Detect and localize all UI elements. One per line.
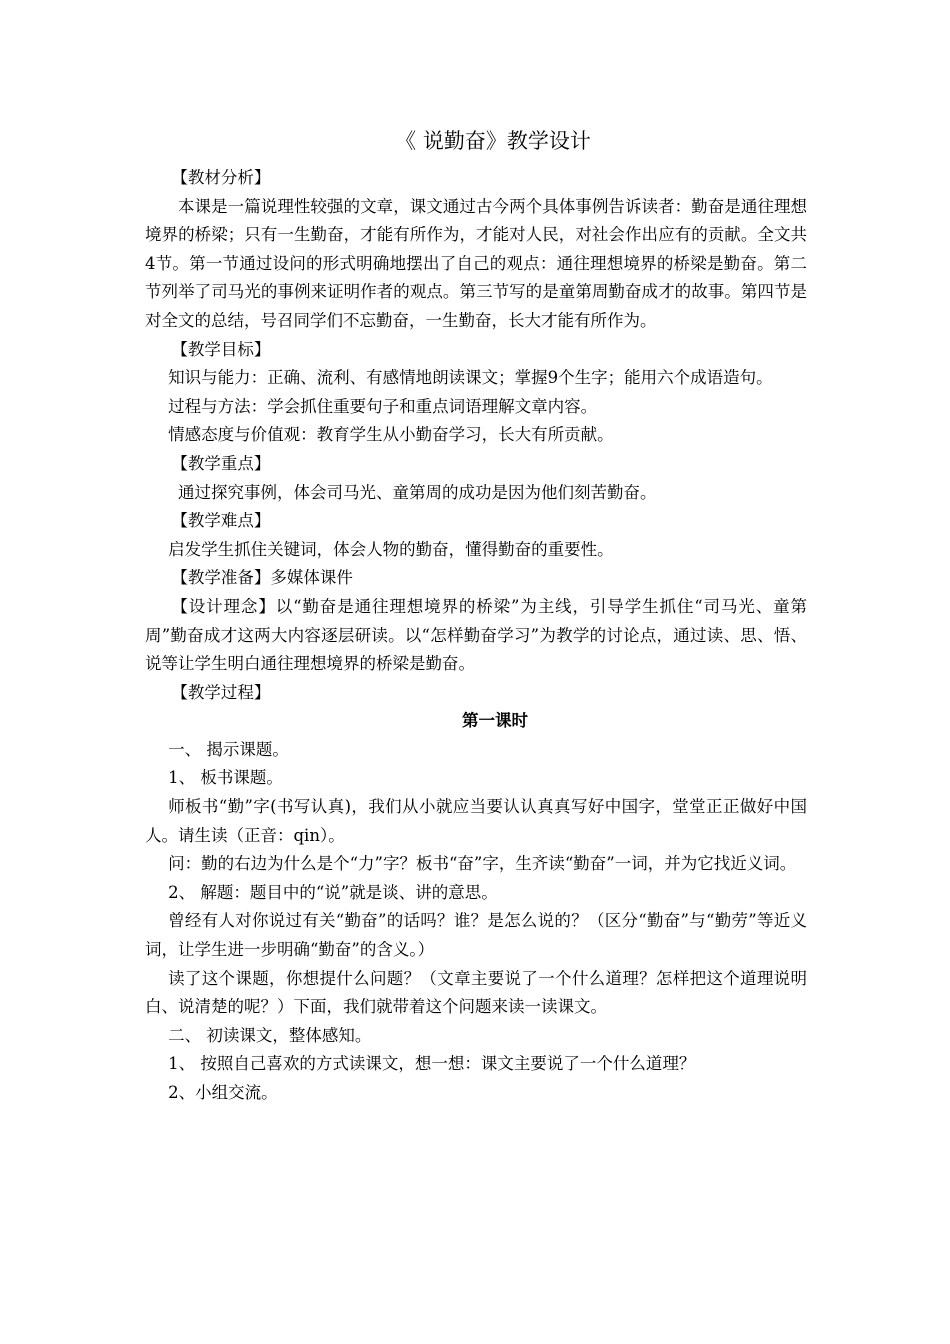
lesson-line: 曾经有人对你说过有关“勤奋”的话吗？谁？是怎么说的？（区分“勤奋”与“勤劳”等近义词，让学生进一步明确“勤奋”的含义。） xyxy=(145,911,807,960)
section-heading-key-points: 【教学重点】 xyxy=(171,453,271,473)
lesson-line: 2、 解题：题目中的“说”就是谈、讲的意思。 xyxy=(168,882,498,902)
lesson-line: 问：勤的右边为什么是个“力”字？板书“奋”字，生齐读“勤奋”一词，并为它找近义词。 xyxy=(168,854,797,874)
analysis-paragraph: 本课是一篇说理性较强的文章，课文通过古今两个具体事例告诉读者：勤奋是通往理想境界的桥梁；只有一生勤奋，才能有所作为，才能对人民，对社会作出应有的贡献。全文共4节。第一节通过设问的形式明确地摆出了自己的观点：通往理想境界的桥梁是勤奋。第二节列举了司马光的事例来证明作者的观点。第三节写的是童第周勤奋成才的故事。第四节是对全文的总结，号召同学们不忘勤奋，一生勤奋，长大才能有所作为。 xyxy=(145,196,807,330)
goal-emotion: 情感态度与价值观：教育学生从小勤奋学习，长大有所贡献。 xyxy=(168,425,614,445)
concept-paragraph: 【设计理念】以“勤奋是通往理想境界的桥梁”为主线，引导学生抓住“司马光、童第周”勤奋成才这两大内容逐层研读。以“怎样勤奋学习”为教学的讨论点，通过读、思、悟、说等让学生明白通往理想境界的桥梁是勤奋。 xyxy=(145,596,807,674)
document-title: 《 说勤奋》教学设计 xyxy=(395,129,591,153)
preparation-line: 【教学准备】多媒体课件 xyxy=(171,568,353,588)
section-heading-process: 【教学过程】 xyxy=(171,682,271,702)
lesson-line: 读了这个课题，你想提什么问题？（文章主要说了一个什么道理？怎样把这个道理说明白、说清楚的呢？）下面，我们就带着这个问题来读一读课文。 xyxy=(145,968,807,1017)
key-points-text: 通过探究事例，体会司马光、童第周的成功是因为他们刻苦勤奋。 xyxy=(178,482,657,502)
lesson-line: 2、小组交流。 xyxy=(168,1083,278,1102)
lesson-line: 1、 按照自己喜欢的方式读课文，想一想：课文主要说了一个什么道理？ xyxy=(168,1054,696,1074)
section-heading-difficulties: 【教学难点】 xyxy=(171,511,271,531)
lesson-line: 师板书“勤”字(书写认真)，我们从小就应当要认认真真写好中国字，堂堂正正做好中国人。请生读（正音：qin）。 xyxy=(145,797,807,845)
goal-process: 过程与方法：学会抓住重要句子和重点词语理解文章内容。 xyxy=(168,396,598,416)
goal-knowledge: 知识与能力：正确、流利、有感情地朗读课文；掌握9个生字；能用六个成语造句。 xyxy=(168,368,773,388)
document-body xyxy=(145,124,807,1108)
section-heading-analysis: 【教材分析】 xyxy=(171,168,271,187)
lesson-heading: 第一课时 xyxy=(462,711,528,731)
lesson-line: 1、 板书课题。 xyxy=(168,768,283,788)
lesson-line: 二、 初读课文，整体感知。 xyxy=(168,1025,372,1045)
section-heading-goals: 【教学目标】 xyxy=(171,339,271,359)
lesson-line: 一、 揭示课题。 xyxy=(168,739,289,759)
difficulties-text: 启发学生抓住关键词，体会人物的勤奋，懂得勤奋的重要性。 xyxy=(168,539,614,559)
